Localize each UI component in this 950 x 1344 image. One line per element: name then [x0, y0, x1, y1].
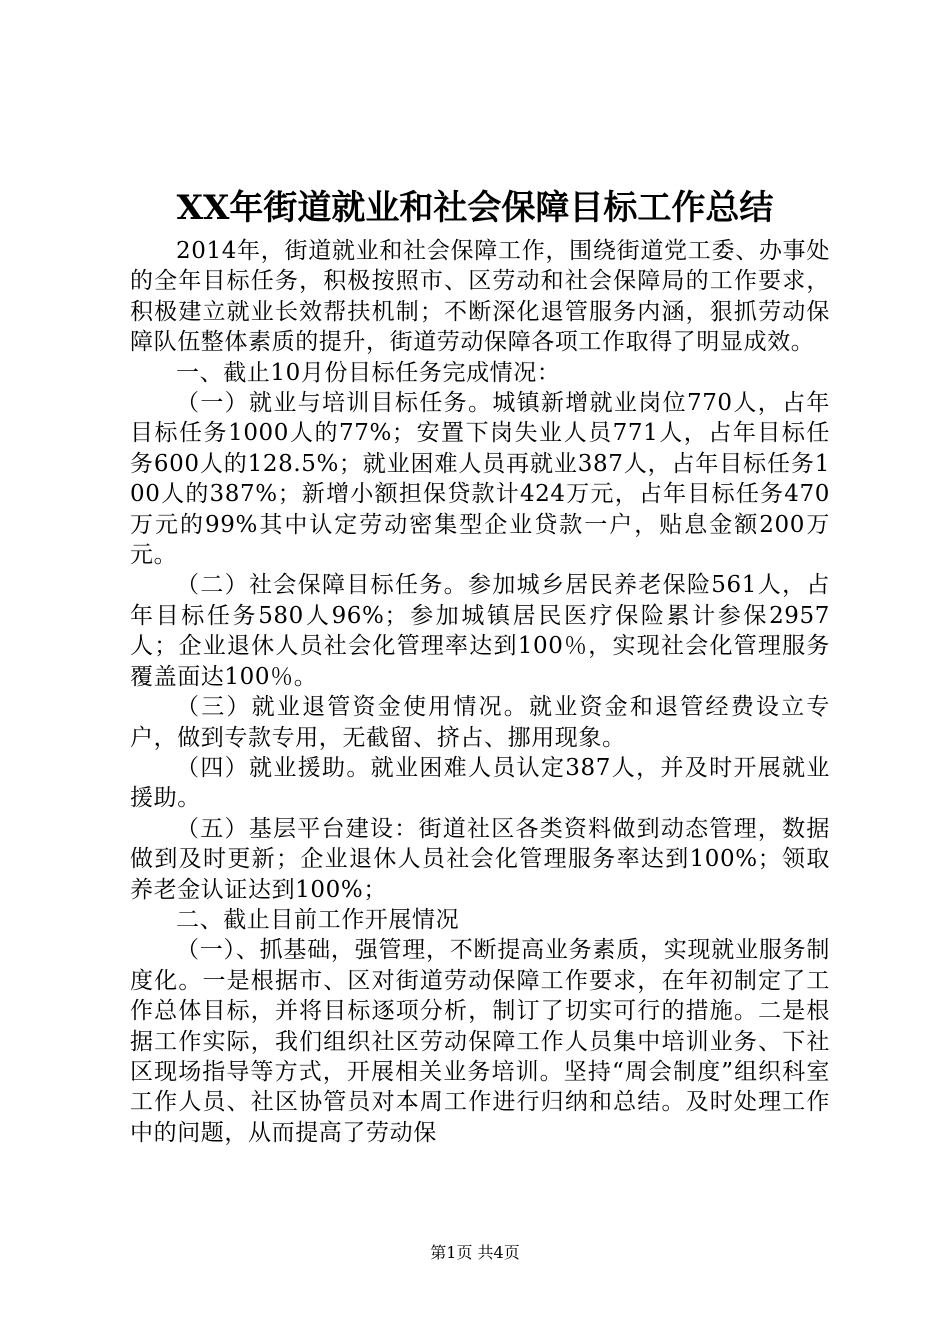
- section-heading-2: 二、截止目前工作开展情况: [176, 906, 460, 933]
- paragraph-platform-construction: （五）基层平台建设：街道社区各类资料做到动态管理，数据做到及时更新；企业退休人员社会化管理服务率达到100%；领取养老金认证达到100%；: [130, 815, 830, 903]
- document-title: XX年街道就业和社会保障目标工作总结: [176, 188, 774, 228]
- paragraph-employment-training: （一）就业与培训目标任务。城镇新增就业岗位770人，占年目标任务1000人的77%；安置下岗失业人员771人，占年目标任务600人的128.5%；就业困难人员再就业387人，占年目标任务100人的387%；新增小额担保贷款计424万元，占年目标任务470万元的99%其中认定劳动密集型企业贷款一户，贴息金额200万元。: [130, 390, 830, 569]
- document-body: [130, 236, 830, 1148]
- paragraph-employment-assistance: （四）就业援助。就业困难人员认定387人，并及时开展就业援助。: [130, 754, 830, 812]
- paragraph-social-security: （二）社会保障目标任务。参加城乡居民养老保险561人，占年目标任务580人96%；参加城镇居民医疗保险累计参保2957人；企业退休人员社会化管理率达到100％，实现社会化管理服务覆盖面达100％。: [130, 572, 830, 690]
- paragraph-funds-usage: （三）就业退管资金使用情况。就业资金和退管经费设立专户，做到专款专用，无截留、挤占、挪用现象。: [130, 694, 830, 751]
- paragraph-basic-management: （一）、抓基础，强管理，不断提高业务素质，实现就业服务制度化。一是根据市、区对街道劳动保障工作要求，在年初制定了工作总体目标，并将目标逐项分析，制订了切实可行的措施。二是根据工作实际，我们组织社区劳动保障工作人员集中培训业务、下社区现场指导等方式，开展相关业务培训。坚持“周会制度”组织科室工作人员、社区协管员对本周工作进行归纳和总结。及时处理工作中的问题，从而提高了劳动保: [130, 937, 830, 1146]
- paragraph-intro: 2014年，街道就业和社会保障工作，围绕街道党工委、办事处的全年目标任务，积极按照市、区劳动和社会保障局的工作要求，积极建立就业长效帮扶机制；不断深化退管服务内涵，狠抓劳动保障队伍整体素质的提升，街道劳动保障各项工作取得了明显成效。: [130, 238, 830, 356]
- section-heading-1: 一、截止10月份目标任务完成情况：: [176, 359, 561, 386]
- page-footer: 第1页 共4页: [430, 1243, 520, 1262]
